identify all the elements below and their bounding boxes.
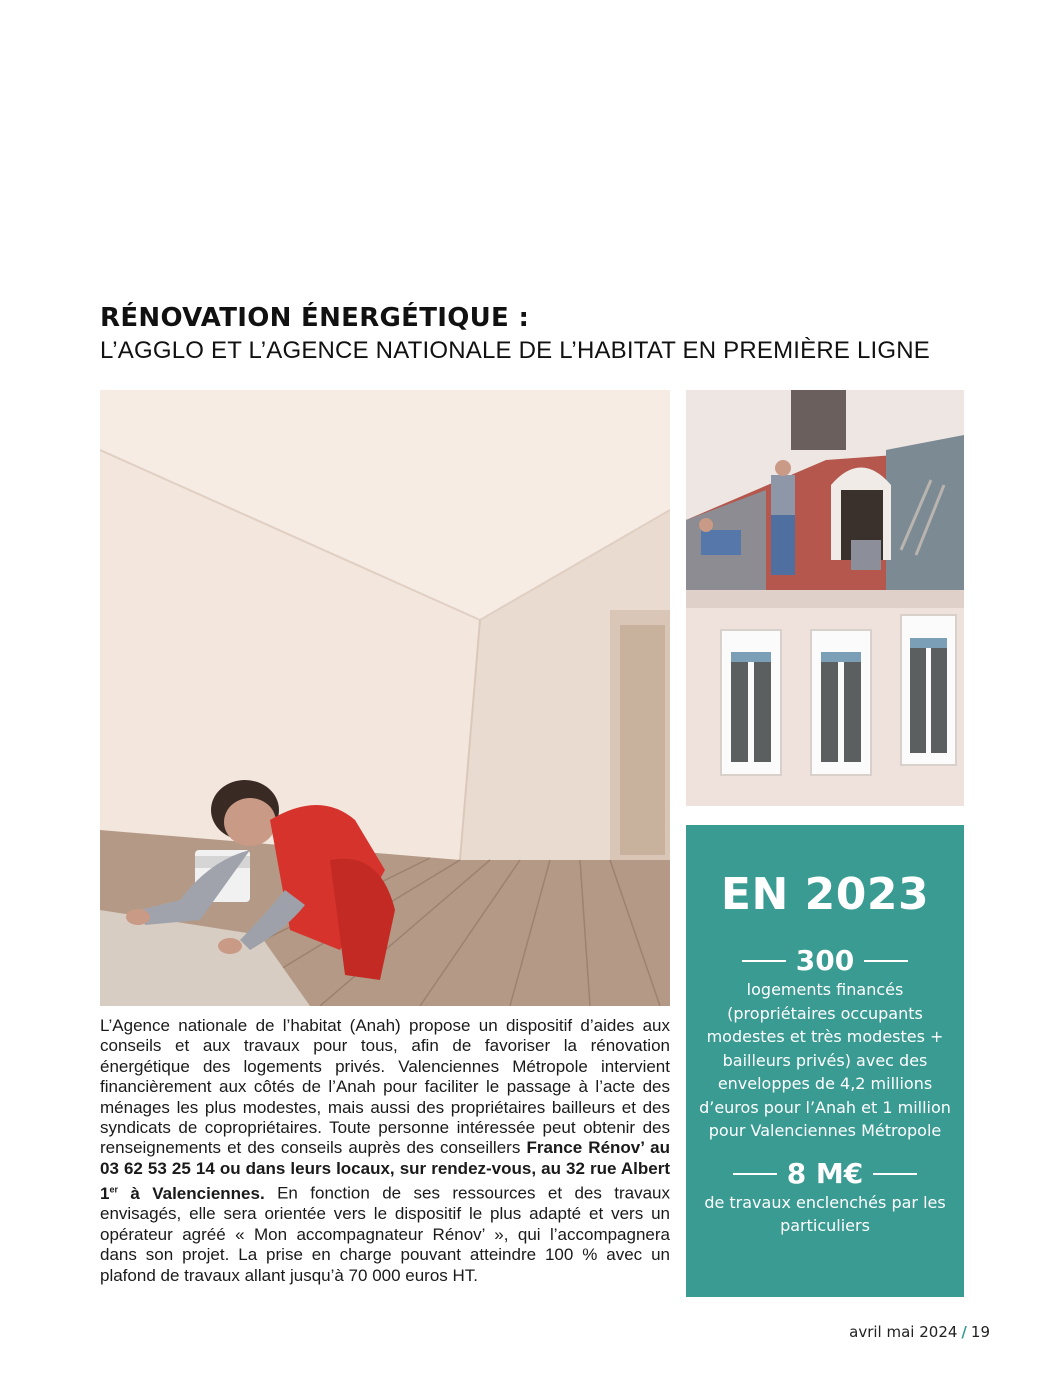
stats-heading: EN 2023 — [720, 869, 930, 920]
article-title: RÉNOVATION ÉNERGÉTIQUE : — [100, 303, 530, 333]
page-footer — [849, 1323, 990, 1341]
stat-value-works: 8 M€ — [686, 1157, 964, 1191]
roof-workers-photo — [686, 390, 964, 806]
stats-box — [686, 825, 964, 1297]
page-number: 19 — [970, 1323, 990, 1341]
article-body — [100, 1016, 670, 1286]
article-body-text-end: En fonction de ses ressources et des travaux envisagés, elle sera orientée vers le dispositif le plus adapté et vers un opérateur agréé « Mon accompagnateur Rénov’ », qui l’accompagnera dans son projet. La prise en charge pouvant atteindre 100 % avec un plafond de travaux allant jusqu’à 70 000 euros HT. — [100, 1183, 670, 1285]
rule-right — [873, 1173, 917, 1175]
issue-date: avril mai 2024 — [849, 1323, 958, 1341]
stat-value-housing: 300 — [686, 944, 964, 978]
rule-left — [742, 960, 786, 962]
footer-separator: / — [961, 1323, 967, 1341]
article-subtitle: L’AGGLO ET L’AGENCE NATIONALE DE L’HABITAT EN PREMIÈRE LIGNE — [100, 337, 931, 364]
stat-description-housing: logements financés (propriétaires occupants modestes et très modestes + bailleurs privés) avec des enveloppes de 4,2 millions d’euros pour l’Anah et 1 million pour Valenciennes Métropole — [699, 980, 951, 1140]
france-renov-contact: France Rénov’ au 03 62 53 25 14 ou dans leurs locaux, sur rendez-vous, au 32 rue Albert 1er à Valenciennes. — [100, 1138, 670, 1203]
stat-description-works: de travaux enclenchés par les particuliers — [704, 1192, 946, 1235]
article-body-text: L’Agence nationale de l’habitat (Anah) propose un dispositif d’aides aux conseils et aux travaux pour tous, afin de favoriser la rénovation énergétique des logements privés. Valenciennes Métropole intervient financièrement aux côtés de l’Anah pour faciliter le passage à l’acte des ménages les plus modestes, mais aussi des propriétaires bailleurs et des syndicats de copropriétaires. Toute personne intéressée peut obtenir des renseignements et des conseils auprès des conseillers — [100, 1016, 670, 1158]
rule-left — [733, 1173, 777, 1175]
attic-renovation-photo — [100, 390, 670, 1006]
rule-right — [864, 960, 908, 962]
